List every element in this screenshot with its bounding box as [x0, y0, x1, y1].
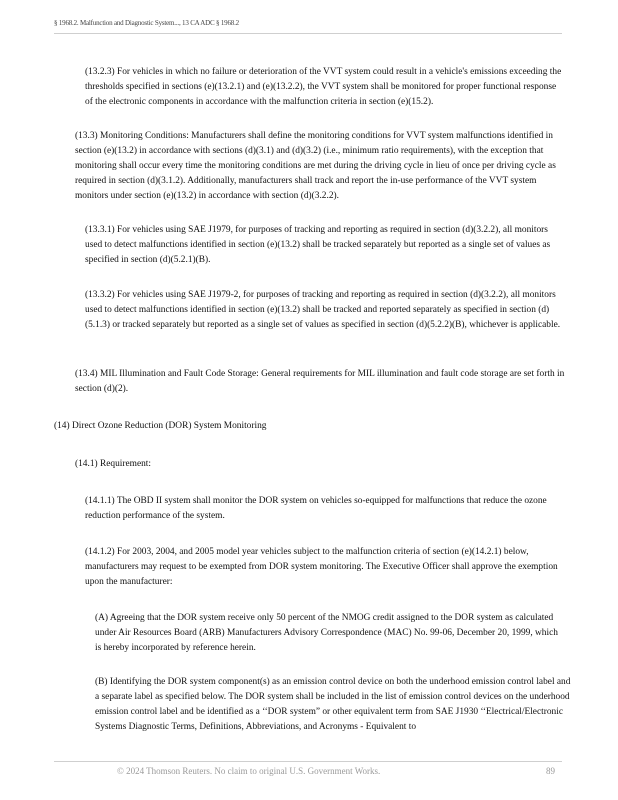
paragraph-13-3: (13.3) Monitoring Conditions: Manufacturers shall define the monitoring conditions for VVT system malfunctions identified in section (e)(13.2) in accordance with sections (d)(3.1) and (d)(3.2) (i.e., minimum ratio requirements), with the exception that monitoring shall occur every time the monitoring conditions are met during the driving cycle in lieu of once per driving cycle as required in section (d)(3.1.2). Additionally, manufacturers shall track and report the in-use performance of the VVT system monitors under section (e)(13.2) in accordance with section (d)(3.2.2).	[75, 131, 556, 201]
paragraph-13-3-2: (13.3.2) For vehicles using SAE J1979-2, for purposes of tracking and reporting as required in section (d)(3.2.2), all monitors used to detect malfunctions identified in section (e)(13.2) shall be tracked and reported separately as specified in section (d)(5.1.3) or tracked separately but reported as a single set of values as specified in section (d)(5.2.2)(B), whichever is applicable.	[85, 290, 561, 330]
paragraph-14-1: (14.1) Requirement:	[75, 459, 152, 469]
footer-divider	[54, 761, 562, 762]
running-header: § 1968.2. Malfunction and Diagnostic System..., 13 CA ADC § 1968.2	[54, 19, 239, 27]
paragraph-13-4: (13.4) MIL Illumination and Fault Code Storage: General requirements for MIL illumination and fault code storage are set forth in section (d)(2).	[75, 369, 565, 394]
paragraph-14-1-2-a: (A) Agreeing that the DOR system receive only 50 percent of the NMOG credit assigned to the DOR system as calculated under Air Resources Board (ARB) Manufacturers Advisory Correspondence (MAC) No. 99-06, December 20, 1999, which is hereby incorporated by reference herein.	[95, 613, 558, 653]
section-heading-14: (14) Direct Ozone Reduction (DOR) System Monitoring	[54, 421, 267, 431]
paragraph-14-1-2: (14.1.2) For 2003, 2004, and 2005 model year vehicles subject to the malfunction criteria of section (e)(14.2.1) below, manufacturers may request to be exempted from DOR system monitoring. The Executive Officer shall approve the exemption upon the manufacturer:	[85, 547, 558, 587]
paragraph-13-3-1: (13.3.1) For vehicles using SAE J1979, for purposes of tracking and reporting as required in section (d)(3.2.2), all monitors used to detect malfunctions identified in section (e)(13.2) shall be tracked separately but reported as a single set of values as specified in section (d)(5.2.1)(B).	[85, 225, 551, 265]
header-divider	[54, 33, 562, 34]
paragraph-14-1-1: (14.1.1) The OBD II system shall monitor the DOR system on vehicles so-equipped for malfunctions that reduce the ozone reduction performance of the system.	[85, 496, 547, 521]
page-number: 89	[546, 766, 555, 776]
paragraph-14-1-2-b: (B) Identifying the DOR system component(s) as an emission control device on both the underhood emission control label and a separate label as specified below. The DOR system shall be included in the list of emission control devices on the underhood emission control label and be identified as a ‘‘DOR system” or other equivalent term from SAE J1930 ‘‘Electrical/Electronic Systems Diagnostic Terms, Definitions, Abbreviations, and Acronyms - Equivalent to	[95, 677, 571, 732]
copyright-notice: © 2024 Thomson Reuters. No claim to original U.S. Government Works.	[117, 766, 381, 776]
paragraph-13-2-3: (13.2.3) For vehicles in which no failure or deterioration of the VVT system could result in a vehicle's emissions exceeding the thresholds specified in sections (e)(13.2.1) and (e)(13.2.2), the VVT system shall be monitored for proper functional response of the electronic components in accordance with the malfunction criteria in section (e)(15.2).	[85, 67, 562, 107]
